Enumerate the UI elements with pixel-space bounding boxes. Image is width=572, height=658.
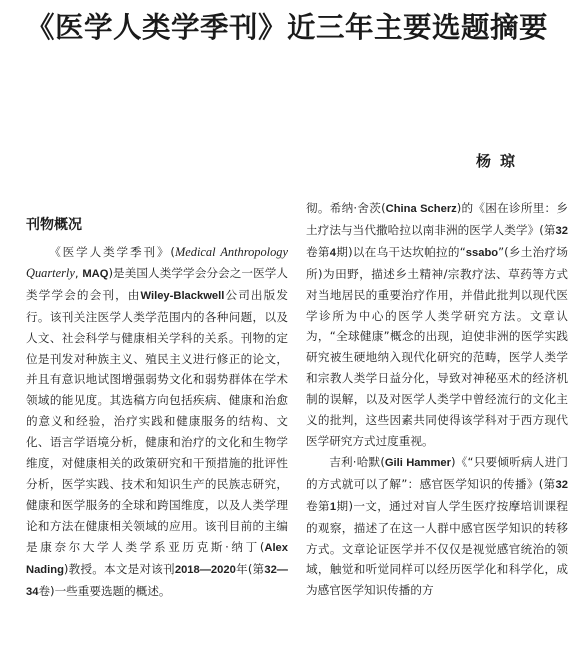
text-run: 卷)一些重要选题的概述。 [38, 583, 171, 598]
article-title: 《医学人类学季刊》近三年主要选题摘要 [26, 11, 549, 44]
journal-abbreviation: MAQ [82, 267, 109, 280]
scherz-summary-paragraph [306, 198, 568, 452]
text-run: , [74, 265, 83, 280]
text-run: ”(乡土治疗场所)为田野，描述乡土精神/宗教疗法、草药等方式对当地居民的重要治疗作用，并借此批判以现代医学诊所为中心的医学人类学研究方法。文章认为，“全球健康”概念的出现，迫使非洲的医学实践研究被生硬地纳入现代化研究的范畴，医学人类学和宗教人类学日益分化，导致对神秘巫术的经济机制的误解，以及对医学人类学中曾经流行的文化主义的批判，这些因素共同使得该学科对于西方现代医学研究方式过度重视。 [306, 244, 568, 448]
volume-number: 32 [555, 478, 568, 491]
author-latin-name: Gili Hammer [384, 456, 451, 469]
volume-range: 32—34 [26, 563, 288, 598]
section-heading: 刊物概况 [26, 217, 82, 233]
text-run: 公司出版发行。该刊关注医学人类学范围内的各种问题，以及人文、社会科学与健康相关学科的关系。刊物的定位是刊发对种族主义、殖民主义进行修正的论文，并且有意识地试图增强弱势文化和弱势群体在学术领域的能见度。其选稿方向包括疾病、健康和治愈的意义和经验，治疗实践和健康服务的结构、文化、语言学语境分析，健康和治疗的文化和生物学维度，对健康相关的政策研究和干预措施的批评性分析，医学实践、技术和知识生产的民族志研究，健康和医学服务的全球和跨国维度，以及人类学理论和方法在健康相关领域的应用。该刊目前的主编是康奈尔大学人类学系亚历克斯·纳丁( [26, 287, 288, 554]
text-run: 卷第 [306, 244, 330, 259]
hammer-summary-paragraph [306, 452, 568, 601]
right-column [306, 198, 568, 656]
volume-number: 32 [555, 224, 568, 237]
left-column [26, 198, 288, 656]
text-run: 期)以在乌干达坎帕拉的“ [335, 244, 466, 259]
text-run: 年(第 [235, 561, 265, 576]
text-run: 《医学人类学季刊》( [49, 245, 175, 259]
text-run: 彻。希纳·舍茨( [306, 201, 386, 215]
journal-overview-paragraph [26, 242, 288, 602]
text-run: )教授。本文是对该刊 [63, 561, 175, 576]
text-run: )的《困在诊所里：乡土疗法与当代撒哈拉以南非洲的医学人类学》(第 [306, 201, 568, 237]
text-run: 吉利·哈默( [329, 454, 385, 469]
author-name: 杨琼 [476, 152, 525, 170]
ssabo-term: ssabo [465, 246, 499, 259]
year-range: 2018—2020 [174, 563, 236, 576]
publisher-name: Wiley-Blackwell [140, 289, 225, 302]
editor-name: Alex Nading [26, 541, 288, 576]
text-run: )是美国人类学学会分会之一医学人类学学会的会刊，由 [26, 265, 288, 302]
journal-english-title: Medical Anthropology Quarterly [26, 245, 288, 280]
issue-number: 4 [329, 246, 336, 259]
text-run: )《“只要倾听病人进门的方式就可以了解”：感官医学知识的传播》(第 [306, 454, 568, 491]
author-latin-name: China Scherz [385, 203, 457, 215]
text-run: 卷第 [306, 498, 330, 513]
text-run: 期)一文，通过对盲人学生医疗按摩培训课程的观察，描述了在这一人群中感官医学知识的转移方式。文章论证医学并不仅仅是视觉感官统治的领域，触觉和听觉同样可以经历医学化和科学化，成为感官医学知识传播的方 [306, 498, 568, 598]
issue-number: 1 [329, 500, 337, 513]
